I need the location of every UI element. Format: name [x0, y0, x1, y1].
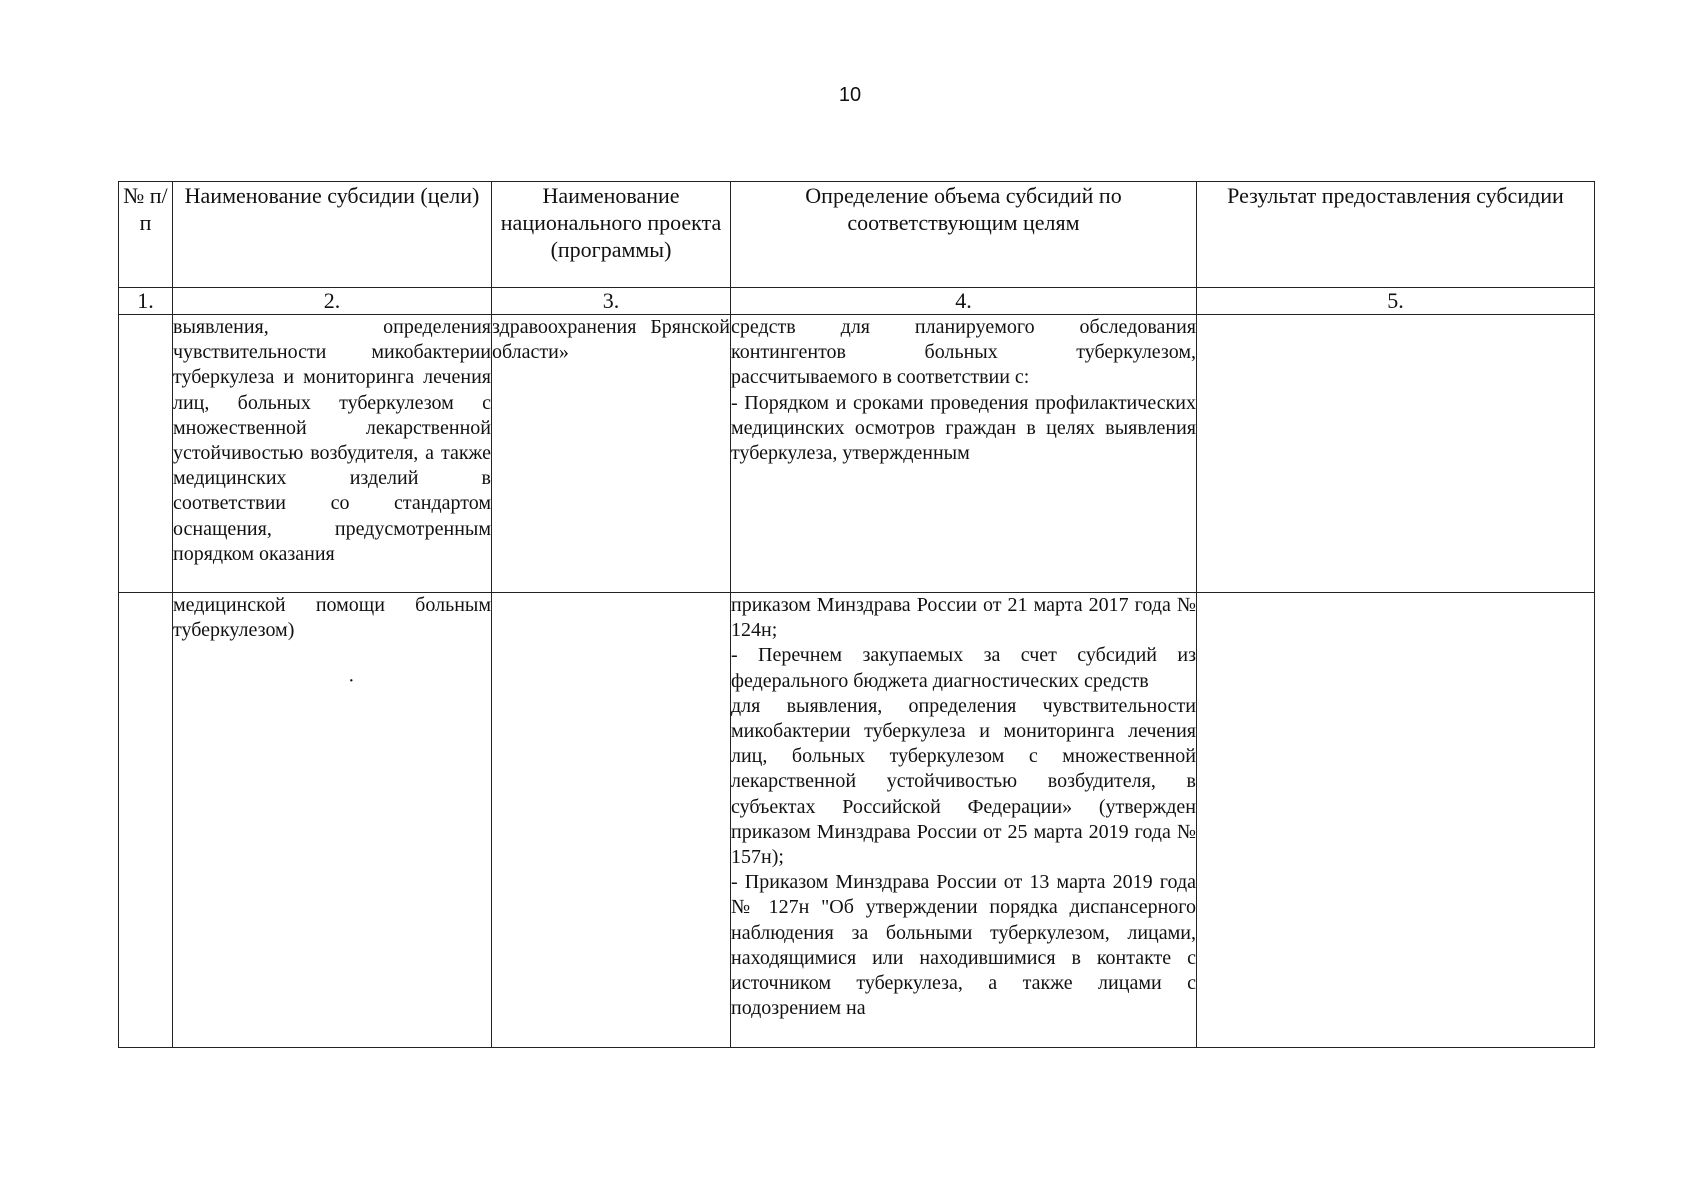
- volume-paragraph: - Порядком и сроками проведения профилактических медицинских осмотров граждан в целях выявления туберкулеза, утвержденным: [731, 391, 1196, 465]
- row-number-cell: [119, 593, 173, 1048]
- subsidy-volume-cell: [731, 315, 1197, 593]
- header-subsidy-volume: Определение объема субсидий по соответствующим целям: [731, 182, 1197, 288]
- national-project-cell: здравоохранения Брянской области»: [492, 315, 731, 593]
- header-subsidy-result: Результат предоставления субсидии: [1197, 182, 1595, 288]
- subsidy-name-text: медицинской помощи больным туберкулезом): [173, 594, 491, 642]
- column-number: 4.: [731, 288, 1197, 315]
- subsidy-result-cell: [1197, 315, 1595, 593]
- subsidy-table: [118, 181, 1595, 1048]
- volume-paragraph: приказом Минздрава России от 21 марта 2017 года № 124н;: [731, 594, 1196, 642]
- table-row: [119, 315, 1595, 593]
- subsidy-name-cell: выявления, определения чувствительности микобактерии туберкулеза и мониторинга лечения лиц, больных туберкулезом с множественной лекарственной устойчивостью возбудителя, а также медицинских изделий в соответствии со стандартом оснащения, предусмотренным порядком оказания: [173, 315, 492, 593]
- subsidy-result-cell: [1197, 593, 1595, 1048]
- column-number: 3.: [492, 288, 731, 315]
- national-project-cell: [492, 593, 731, 1048]
- column-number: 1.: [119, 288, 173, 315]
- page-number: 10: [838, 84, 862, 106]
- column-number: 5.: [1197, 288, 1595, 315]
- subsidy-name-cell: [173, 593, 492, 1048]
- volume-paragraph: - Перечнем закупаемых за счет субсидий из федерального бюджета диагностических средств: [731, 644, 1196, 692]
- subsidy-volume-cell: [731, 593, 1197, 1048]
- stray-dot-mark: ·: [348, 670, 355, 693]
- table-row: [119, 593, 1595, 1048]
- header-number: № п/п: [119, 182, 173, 288]
- table-header-row: [119, 182, 1595, 288]
- column-number: 2.: [173, 288, 492, 315]
- volume-paragraph: - Приказом Минздрава России от 13 марта 2019 года № 127н "Об утверждении порядка диспансерного наблюдения за больными туберкулезом, лицами, находящимися или находившимися в контакте с источником туберкулеза, а также лицами с подозрением на: [731, 871, 1196, 1020]
- column-number-row: [119, 288, 1595, 315]
- volume-paragraph: для выявления, определения чувствительности микобактерии туберкулеза и мониторинга лечения лиц, больных туберкулезом с множественной лекарственной устойчивостью возбудителя, в субъектах Российской Федерации» (утвержден приказом Минздрава России от 25 марта 2019 года № 157н);: [731, 694, 1196, 869]
- row-number-cell: [119, 315, 173, 593]
- header-national-project: Наименование национального проекта (программы): [492, 182, 731, 288]
- header-subsidy-name: Наименование субсидии (цели): [173, 182, 492, 288]
- volume-paragraph: средств для планируемого обследования контингентов больных туберкулезом, рассчитываемого в соответствии с:: [731, 316, 1196, 389]
